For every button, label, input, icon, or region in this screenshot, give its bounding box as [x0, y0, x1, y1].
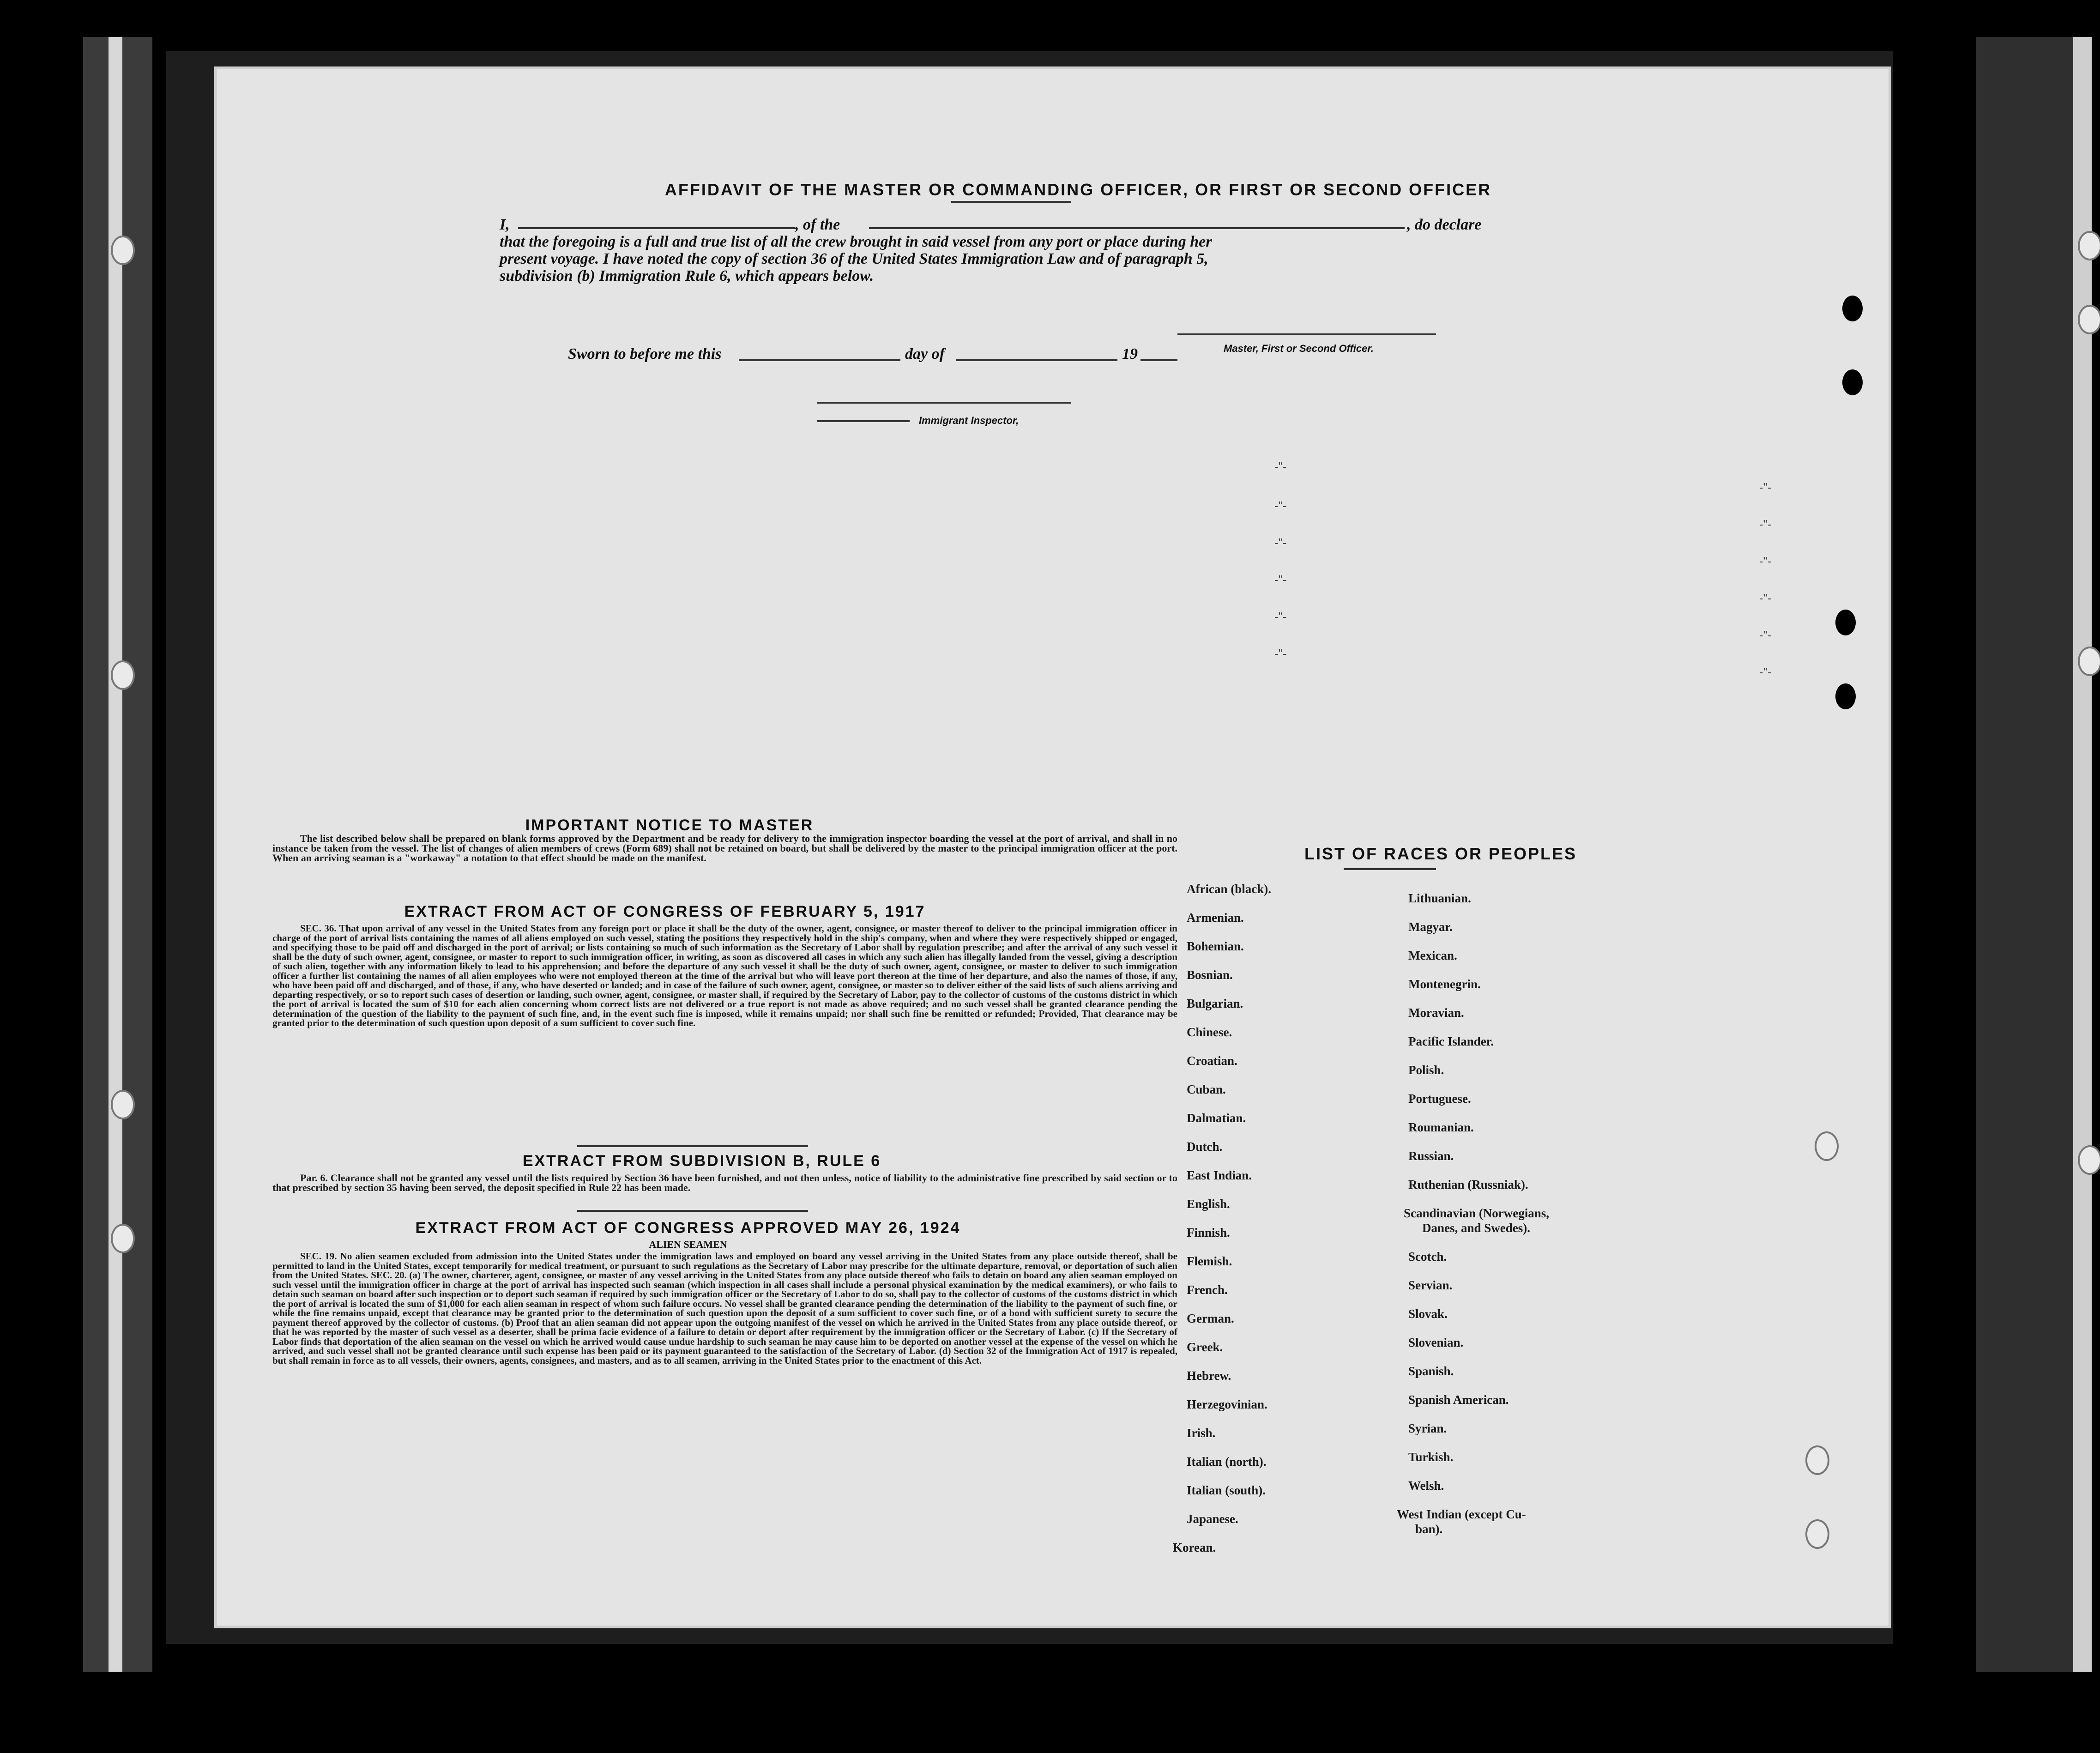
ditto-mark: -"- [1759, 554, 1772, 568]
race-item: Polish. [1408, 1063, 1444, 1077]
signature-label: Master, First or Second Officer. [1224, 343, 1374, 354]
race-item: Russian. [1408, 1149, 1454, 1163]
race-item: Cuban. [1187, 1082, 1226, 1096]
race-item: French. [1187, 1283, 1228, 1297]
affidavit-line-2: that the foregoing is a full and true list of all the crew brought in said vessel from any port or place during her [500, 233, 1212, 250]
race-item: Hebrew. [1187, 1369, 1231, 1383]
race-item: English. [1187, 1197, 1230, 1211]
extract-rule6-body: Par. 6. Clearance shall not be granted any vessel until the lists required by Section 36 have been furnished, and not then unless, notice of liability to the administrative fine prescribed by said section or to that prescribed by section 35 having been served, the deposit specified in Rule 22 has been made. [272, 1172, 1177, 1193]
inspector-line-2 [817, 420, 910, 422]
binder-hole [2078, 231, 2100, 260]
race-item: Slovenian. [1408, 1336, 1464, 1349]
race-item: Chinese. [1187, 1025, 1232, 1039]
ditto-mark: -"- [1759, 628, 1772, 642]
race-item: Bosnian. [1187, 968, 1233, 982]
race-item: Roumanian. [1408, 1120, 1474, 1134]
inspector-line-1 [817, 402, 1071, 404]
binder-hole [2078, 647, 2100, 676]
right-page-edge [2073, 37, 2092, 1672]
left-page-edge [109, 37, 122, 1672]
race-item: Danes, and Swedes). [1422, 1221, 1531, 1235]
extract-rule6-title: EXTRACT FROM SUBDIVISION B, RULE 6 [522, 1152, 881, 1170]
race-item: Italian (south). [1187, 1483, 1266, 1497]
race-item: Magyar. [1408, 920, 1453, 934]
ditto-mark: -"- [1274, 536, 1287, 550]
races-underline [1344, 868, 1436, 870]
race-item: Dutch. [1187, 1140, 1223, 1154]
race-item: Scotch. [1408, 1250, 1447, 1263]
ditto-mark: -"- [1274, 647, 1287, 660]
race-item: Welsh. [1408, 1479, 1444, 1493]
ditto-mark: -"- [1759, 591, 1772, 605]
race-item: Syrian. [1408, 1421, 1447, 1435]
race-item: Italian (north). [1187, 1455, 1267, 1469]
race-item: Servian. [1408, 1278, 1453, 1292]
race-item: Bulgarian. [1187, 997, 1243, 1010]
race-item: Armenian. [1187, 911, 1244, 925]
race-item: Flemish. [1187, 1254, 1232, 1268]
title-underline [951, 201, 1071, 203]
binder-hole [111, 236, 135, 265]
race-item: Portuguese. [1408, 1092, 1471, 1106]
sworn-year: 19 [1122, 345, 1138, 363]
binder-hole [2078, 1145, 2100, 1175]
document-page [217, 69, 1889, 1626]
race-item: Spanish. [1408, 1364, 1454, 1378]
race-item: Ruthenian (Russniak). [1408, 1178, 1528, 1191]
extract-1917-title: EXTRACT FROM ACT OF CONGRESS OF FEBRUARY 5, 1917 [404, 903, 926, 920]
race-item: Scandinavian (Norwegians, [1404, 1206, 1550, 1220]
race-item: Montenegrin. [1408, 977, 1481, 991]
race-item: Irish. [1187, 1426, 1216, 1440]
inspector-label: Immigrant Inspector, [919, 415, 1019, 426]
race-item: West Indian (except Cu- [1397, 1507, 1526, 1521]
race-item: Mexican. [1408, 949, 1457, 962]
affidavit-line-3: present voyage. I have noted the copy of section 36 of the United States Immigration Law and of paragraph 5, [500, 250, 1208, 267]
race-item: Lithuanian. [1408, 891, 1471, 905]
punch-hole [1815, 1131, 1839, 1161]
affidavit-i: I, [500, 216, 510, 233]
sworn-month-blank [956, 359, 1117, 361]
races-title: LIST OF RACES OR PEOPLES [1304, 844, 1577, 863]
punch-hole [1835, 683, 1856, 709]
sworn-day-of: day of [905, 345, 945, 363]
ditto-mark: -"- [1274, 610, 1287, 623]
name-blank [518, 227, 795, 229]
race-item: Pacific Islander. [1408, 1034, 1494, 1048]
race-item: Moravian. [1408, 1006, 1464, 1020]
race-item: Dalmatian. [1187, 1111, 1246, 1125]
race-item: African (black). [1187, 882, 1271, 896]
affidavit-declare: , do declare [1407, 216, 1482, 233]
punch-hole [1835, 610, 1856, 635]
section-divider [577, 1145, 808, 1147]
race-item: Herzegovinian. [1187, 1397, 1267, 1411]
binder-hole [111, 660, 135, 690]
ditto-mark: -"- [1274, 459, 1287, 473]
race-item: Korean. [1173, 1541, 1216, 1554]
extract-1924-subtitle: ALIEN SEAMEN [649, 1239, 727, 1250]
ditto-mark: -"- [1759, 480, 1772, 494]
punch-hole [1842, 369, 1863, 395]
extract-1924-title: EXTRACT FROM ACT OF CONGRESS APPROVED MAY 26, 1924 [415, 1219, 961, 1237]
sworn-day-blank [739, 359, 900, 361]
ditto-mark: -"- [1274, 573, 1287, 586]
race-item: Bohemian. [1187, 939, 1244, 953]
signature-line [1177, 333, 1436, 335]
race-item: ban). [1415, 1522, 1443, 1536]
ditto-mark: -"- [1274, 499, 1287, 513]
vessel-blank [869, 227, 1405, 229]
affidavit-line-1 [500, 216, 1649, 235]
ditto-mark: -"- [1759, 517, 1772, 531]
punch-hole [1805, 1445, 1829, 1475]
extract-1924-body: SEC. 19. No alien seamen excluded from admission into the United States under the immigration laws and employed on board any vessel arriving in the United States from any place outside thereof, shall be permitted to land in the United States, except temporarily for medical treatment, or pursuant to such regulations as the Secretary of Labor may prescribe for the ultimate departure, removal, or deportation of such alien from the United States. SEC. 20. (a) The owner, charterer, agent, consignee, or master of any vessel arriving in the United States from any place outside thereof who fails to detain on board any alien seaman employed on such vessel until the immigration officer in charge at the port of arrival has inspected such seaman (which inspection in all cases shall include a personal physical examination by the medical examiners), or who fails to detain such seaman on board after such inspection or to deport such seaman if required by such immigration officer or the Secretary of Labor to do so, shall pay to the collector of customs of the customs district in which the port of arrival is located the sum of $1,000 for each alien seaman in respect of whom such failure occurs. No vessel shall be granted clearance pending the determination of the liability to the payment of such fine, or while the fine remains unpaid, except that clearance may be granted prior to the determination of such question upon the deposit of a sum sufficient to cover such fine, or of a bond with sufficient surety to secure the payment thereof approved by the collector of customs. (b) Proof that an alien seaman did not appear upon the outgoing manifest of the vessel on which he arrived in the United States from any place outside thereof, or that he was reported by the master of such vessel as a deserter, shall be prima facie evidence of a failure to detain or deport after requirement by the immigration officer or the Secretary of Labor. (c) If the Secretary of Labor finds that deportation of the alien seaman on the vessel on which he arrived would cause undue hardship to such seaman he may cause him to be deported on another vessel at the expense of the vessel on which he arrived, and such vessel shall not be granted clearance until such expense has been paid or its payment guaranteed to the satisfaction of the Secretary of Labor. (d) Section 32 of the Immigration Act of 1917 is repealed, but shall remain in force as to all vessels, their owners, agents, consignees, and masters, and as to all seamen, arriving in the United States prior to the enactment of this Act. [272, 1251, 1177, 1366]
race-item: German. [1187, 1312, 1234, 1325]
affidavit-title: AFFIDAVIT OF THE MASTER OR COMMANDING OFFICER, OR FIRST OR SECOND OFFICER [664, 180, 1492, 199]
sworn-line [568, 345, 1168, 364]
race-item: Slovak. [1408, 1307, 1448, 1321]
punch-hole [1805, 1519, 1829, 1549]
notice-body: The list described below shall be prepared on blank forms approved by the Department and be ready for delivery to the immigration inspector boarding the vessel at the port of arrival, and shall in no instance be taken from the vessel. The list of changes of alien members of crews (Form 689) shall not be retained on board, but shall be delivered by the master to the principal immigration officer at the port. When an arriving seaman is a "workaway" a notation to that effect should be made on the manifest. [272, 833, 1177, 864]
race-item: Spanish American. [1408, 1393, 1509, 1407]
affidavit-of-the: , of the [795, 216, 840, 233]
punch-hole [1842, 296, 1863, 321]
notice-title: IMPORTANT NOTICE TO MASTER [525, 816, 814, 834]
race-item: Turkish. [1408, 1450, 1454, 1464]
binder-hole [2078, 305, 2100, 334]
binder-hole [111, 1224, 135, 1253]
race-item: Finnish. [1187, 1226, 1230, 1239]
race-item: Croatian. [1187, 1054, 1237, 1068]
sworn-year-blank [1141, 359, 1177, 361]
race-item: Japanese. [1187, 1512, 1238, 1526]
race-item: East Indian. [1187, 1168, 1252, 1182]
race-item: Greek. [1187, 1340, 1223, 1354]
sworn-text: Sworn to before me this [568, 345, 722, 363]
extract-1917-body: SEC. 36. That upon arrival of any vessel in the United States from any foreign port or place it shall be the duty of the owner, agent, consignee, or master thereof to deliver to the principal immigration officer in charge of the port of arrival lists containing the names of all aliens employed on such vessel, stating the positions they respectively hold in the ship's company, when and where they were respectively shipped or engaged, and specifying those to be paid off and discharged in the port of arrival; or lists containing so much of such information as the Secretary of Labor shall by regulation prescribe; and after the arrival of any such vessel it shall be the duty of such owner, agent, consignee, or master to report to such immigration officer, in writing, as soon as discovered all cases in which any such alien has illegally landed from the vessel, giving a description of such alien, together with any information likely to lead to his apprehension; and before the departure of any such vessel it shall be the duty of such owner, agent, consignee, or master to deliver to such immigration officer a further list containing the names of all alien employees who were not employed thereon at the time of the arrival but who will leave port thereon at the time of her departure, and also the names of those, if any, who have been paid off and discharged, and of those, if any, who have deserted or landed; and in case of the failure of such owner, agent, consignee, or master so to deliver either of the said lists of such aliens arriving and departing respectively, or so to report such cases of desertion or landing, such owner, agent, consignee, or master shall, if required by the Secretary of Labor, pay to the collector of customs of the customs district in which the port of arrival is located the sum of $10 for each alien concerning whom correct lists are not delivered or a true report is not made as above required; and no such vessel shall be granted clearance pending the determination of the question of the liability to the payment of such fine, and, in the event such fine is imposed, while it remains unpaid; nor shall such fine be remitted or refunded; Provided, That clearance may be granted prior to the determination of such question upon deposit of a sum sufficient to cover such fine. [272, 923, 1177, 1028]
binder-hole [111, 1090, 135, 1119]
right-binder-strip [1976, 37, 2073, 1672]
ditto-mark: -"- [1759, 665, 1772, 679]
affidavit-line-4: subdivision (b) Immigration Rule 6, which appears below. [500, 267, 874, 284]
section-divider [577, 1210, 808, 1212]
